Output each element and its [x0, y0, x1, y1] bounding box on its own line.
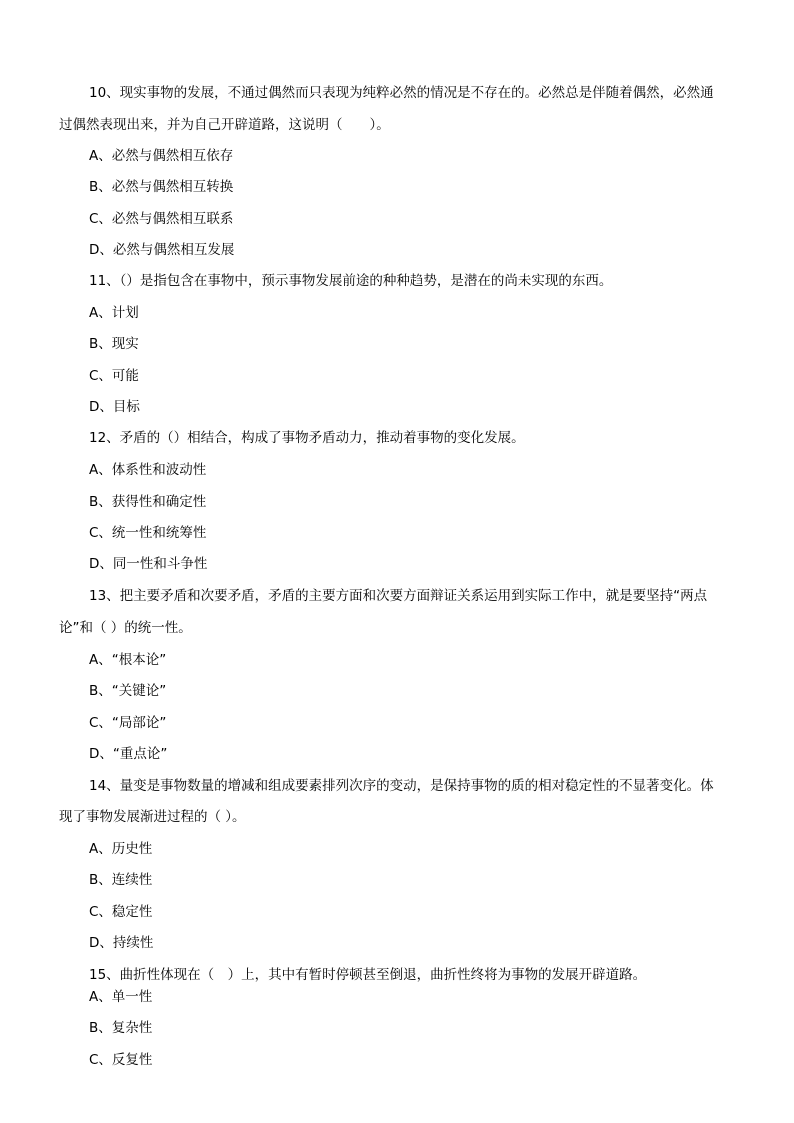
question-11-option-b: B、现实	[89, 336, 139, 352]
question-10-option-b: B、必然与偶然相互转换	[89, 179, 234, 195]
question-10-text-line-1: 10、现实事物的发展，不通过偶然而只表现为纯粹必然的情况是不存在的。必然总是伴随着偶然，必然通	[89, 85, 714, 101]
question-12-option-a: A、体系性和波动性	[89, 462, 207, 478]
question-11-option-a: A、计划	[89, 305, 139, 321]
question-13-option-b: B、“关键论”	[89, 683, 167, 699]
question-14-option-b: B、连续性	[89, 872, 153, 888]
question-13-option-a: A、“根本论”	[89, 652, 167, 668]
question-13-text-line-2: 论”和（ ）的统一性。	[59, 620, 192, 636]
question-11-text-line-1: 11、（）是指包含在事物中，预示事物发展前途的种种趋势，是潜在的尚未实现的东西。	[89, 273, 613, 289]
question-10-option-c: C、必然与偶然相互联系	[89, 211, 234, 227]
question-13-text-line-1: 13、把主要矛盾和次要矛盾，矛盾的主要方面和次要方面辩证关系运用到实际工作中，就是要坚持“两点	[89, 588, 708, 604]
question-10-option-d: D、必然与偶然相互发展	[89, 242, 235, 258]
question-12-text-line-1: 12、矛盾的（）相结合，构成了事物矛盾动力，推动着事物的变化发展。	[89, 430, 525, 446]
question-13-option-d: D、“重点论”	[89, 746, 168, 762]
question-13-option-c: C、“局部论”	[89, 715, 167, 731]
question-11-option-c: C、可能	[89, 368, 139, 384]
question-14-text-line-1: 14、量变是事物数量的增减和组成要素排列次序的变动，是保持事物的质的相对稳定性的不显著变化。体	[89, 778, 714, 794]
question-14-option-c: C、稳定性	[89, 904, 153, 920]
question-15-text-line-1: 15、曲折性体现在（ ）上，其中有暂时停顿甚至倒退，曲折性终将为事物的发展开辟道路。	[89, 967, 647, 983]
question-11-option-d: D、目标	[89, 399, 140, 415]
question-14-option-a: A、历史性	[89, 841, 153, 857]
question-14-option-d: D、持续性	[89, 935, 154, 951]
question-15-option-c: C、反复性	[89, 1052, 153, 1068]
question-14-text-line-2: 现了事物发展渐进过程的（ ）。	[59, 809, 246, 825]
question-10-option-a: A、必然与偶然相互依存	[89, 148, 234, 164]
question-15-option-b: B、复杂性	[89, 1020, 153, 1036]
question-12-option-c: C、统一性和统筹性	[89, 525, 207, 541]
question-10-text-line-2: 过偶然表现出来，并为自己开辟道路，这说明（ ）。	[59, 117, 390, 133]
question-12-option-b: B、获得性和确定性	[89, 494, 207, 510]
question-15-option-a: A、单一性	[89, 989, 153, 1005]
question-12-option-d: D、同一性和斗争性	[89, 556, 208, 572]
